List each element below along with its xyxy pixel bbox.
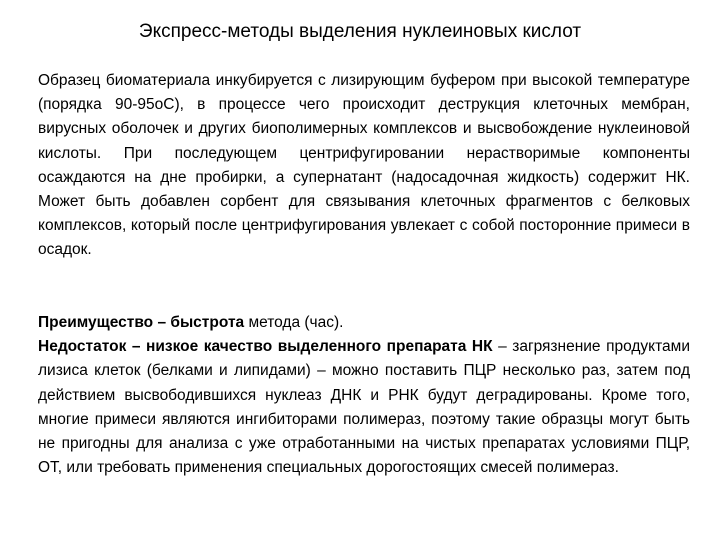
advantage-label: Преимущество – быстрота <box>38 314 245 331</box>
description-paragraph: Образец биоматериала инкубируется с лизирующим буфером при высокой температуре (порядка 90-95оС), в процессе чего происходит деструкция клеточных мембран, вирусных оболочек и других биополимерных комплексов и высвобождение нуклеиновой кислоты. При последующем центрифугировании нерастворимые компоненты осаждаются на дне пробирки, а супернатант (надосадочная жидкость) содержит НК. Может быть добавлен сорбент для связывания клеточных фрагментов с белковых комплексов, который после центрифугирования увлекает с собой посторонние примеси в осадок. <box>38 72 690 259</box>
disadvantage-line <box>38 335 690 480</box>
disadvantage-label: Недостаток – низкое качество выделенного препарата НК <box>38 338 493 356</box>
slide-title: Экспресс-методы выделения нуклеиновых кислот <box>138 21 582 42</box>
advantage-text: метода (час). <box>244 314 344 331</box>
pros-cons-block <box>38 311 690 480</box>
advantage-line <box>38 311 690 335</box>
disadvantage-text: – загрязнение продуктами лизиса клеток (белками и липидами) – можно поставить ПЦР несколько раз, затем под действием высвободившихся нуклеаз ДНК и РНК будут деградированы. Кроме того, многие примеси являются ингибиторами полимераз, поэтому такие образцы могут быть не пригодны для анализа с уже отработанными на чистых препаратах условиями ПЦР, ОТ, или требовать применения специальных дорогостоящих смесей полимераз. <box>38 338 690 477</box>
